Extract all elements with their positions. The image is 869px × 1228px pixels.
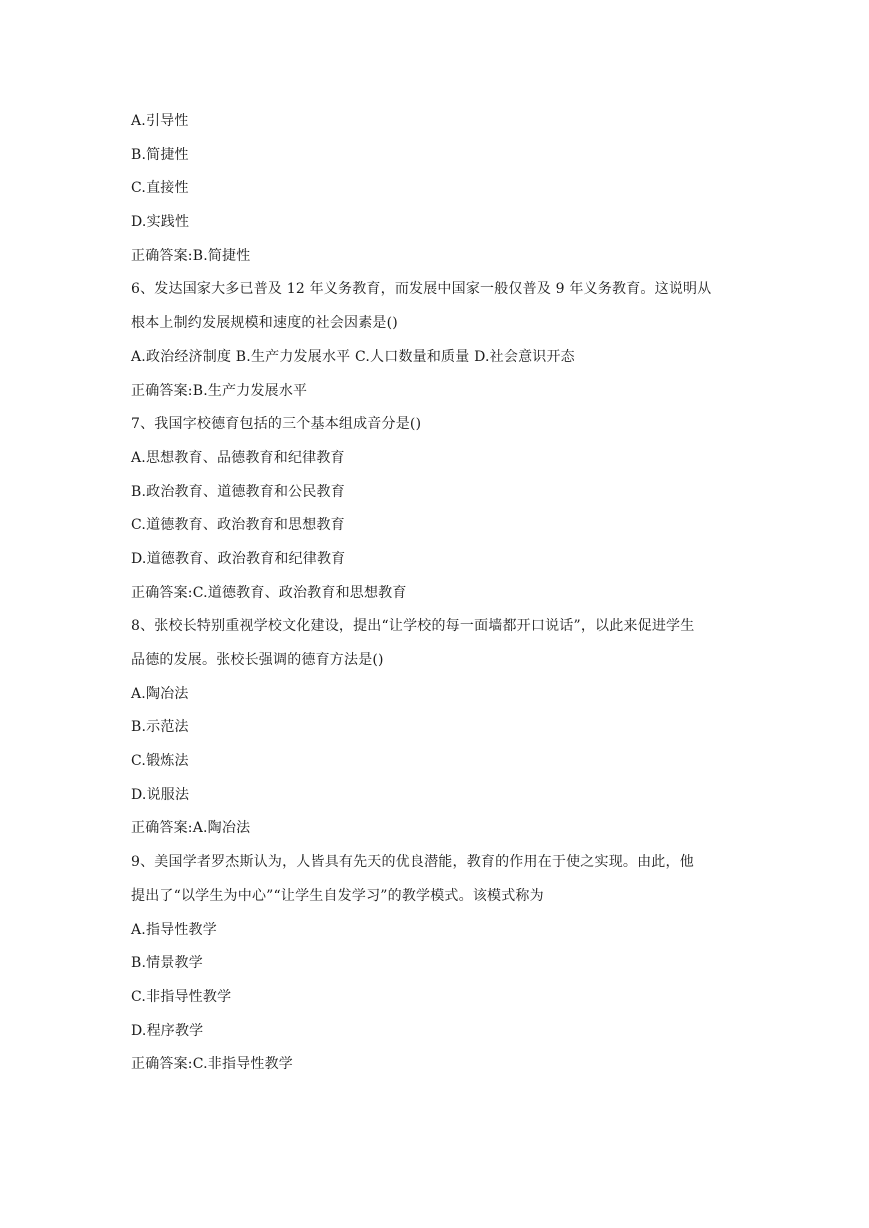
question-line: 品德的发展。张校长强调的德育方法是() — [131, 652, 384, 668]
option-line: A.指导性教学 — [131, 921, 217, 938]
answer-line: 正确答案:B.简捷性 — [131, 247, 251, 264]
question-line: 7、我国字校德育包括的三个基本组成音分是() — [131, 416, 422, 433]
answer-line: 正确答案:A.陶冶法 — [131, 820, 251, 837]
option-line: B.简捷性 — [131, 146, 189, 163]
option-line: D.程序教学 — [131, 1022, 204, 1039]
option-line: C.直接性 — [131, 180, 189, 197]
question-line: 6、发达国家大多已普及 12 年义务教育，而发展中国家一般仅普及 9 年义务教育。这说明从 — [131, 281, 712, 298]
answer-line: 正确答案:C.非指导性教学 — [131, 1056, 293, 1073]
answer-line: 正确答案:C.道德教育、政治教育和思想教育 — [131, 584, 407, 601]
option-line: A.陶冶法 — [131, 685, 189, 702]
option-line: D.实践性 — [131, 214, 190, 231]
option-line: A.政治经济制度 B.生产力发展水平 C.人口数量和质量 D.社会意识开态 — [131, 348, 575, 365]
answer-line: 正确答案:B.生产力发展水平 — [131, 382, 308, 399]
option-line: B.政治教育、道德教育和公民教育 — [131, 483, 345, 500]
option-line: D.说服法 — [131, 786, 190, 803]
option-line: A.引导性 — [131, 113, 189, 129]
option-line: C.道德教育、政治教育和思想教育 — [131, 517, 345, 534]
option-line: B.示范法 — [131, 719, 189, 736]
question-line: 9、美国学者罗杰斯认为，人皆具有先天的优良潜能，教育的作用在于使之实现。由此，他 — [131, 854, 694, 871]
option-line: D.道德教育、政治教育和纪律教育 — [131, 550, 346, 567]
question-line: 提出了“以学生为中心”“让学生自发学习”的教学模式。该模式称为 — [131, 887, 544, 904]
option-line: B.情景教学 — [131, 955, 203, 972]
question-line: 根本上制约发展规模和速度的社会因素是() — [131, 315, 398, 332]
option-line: C.非指导性教学 — [131, 988, 232, 1005]
document-body — [131, 111, 751, 1088]
question-line: 8、张校长特别重视学校文化建设，提出“让学校的每一面墙都开口说话”，以此来促进学生 — [131, 618, 695, 635]
option-line: A.思想教育、品德教育和纪律教育 — [131, 449, 345, 466]
option-line: C.锻炼法 — [131, 753, 189, 770]
